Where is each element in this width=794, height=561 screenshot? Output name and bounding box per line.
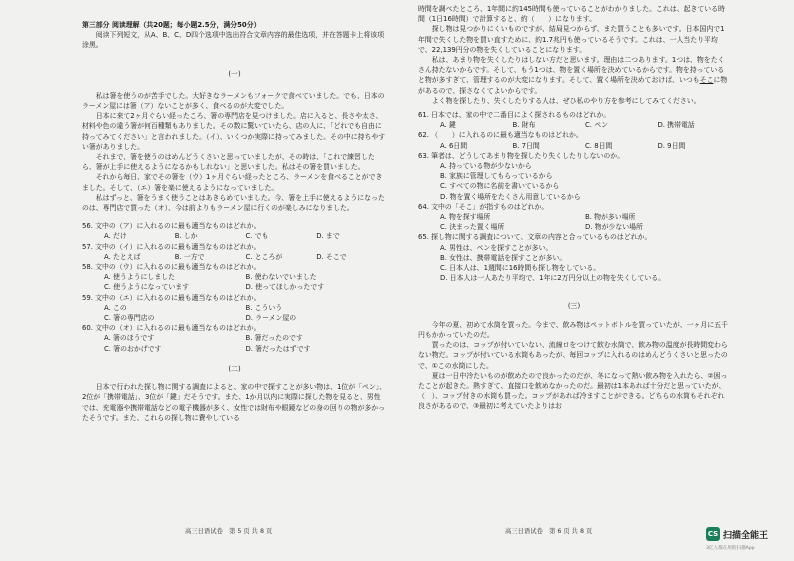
answer-option: D. 日本人は一人あたり平均で、1年に2万円分以上の物を失くしている。: [440, 274, 666, 283]
answer-option: A. 6日間: [440, 141, 468, 150]
watermark-tagline: 3亿人都在用的扫描App: [706, 546, 755, 551]
question-block: [82, 221, 387, 241]
question-text: 64. 文中の「そこ」が指すものはどれか。: [418, 202, 549, 211]
answer-option: A. 鍵: [440, 121, 456, 130]
answer-option: C. すべての物に名前を書いているから: [440, 182, 560, 191]
answer-option: D. 使ってほしかったです: [245, 283, 325, 292]
question-block: [82, 262, 387, 293]
passage-3-paragraph: 今年の夏、初めて水筒を買った。今まで、飲み物はペットボトルを買っていたが、一ヶ月に五千円もかかっていたのだ。: [418, 320, 728, 339]
answer-option: D. そこで: [316, 252, 347, 261]
answer-option: B. 物が多い場所: [585, 213, 636, 222]
answer-option: C. でも: [245, 232, 269, 241]
passage-3-paragraph: 夏は一日中冷たいものが飲めたので良かったのだが、冬になって熱い飲み物を入れたら、②困ったことが起きた。熱すぎて、直接口を飲めなかったのだ。最初は1本あれば十分だと思っていたが、（ ）、コップ付きの水筒も買った。コップがあれば冷ますことができる。どちらの水筒もそれぞれ良さがあるので、③最初に考えていたよりはお: [418, 371, 728, 411]
question-block: [418, 151, 730, 202]
answer-option: B. 財布: [512, 121, 536, 130]
passage-1-paragraph: それから毎日、家でその箸を（ウ）1ヶ月ぐらい経ったところ、ラーメンを食べることができました。そして、（エ）箸を楽に使えるようになっていました。: [82, 173, 383, 192]
camscanner-logo-icon: CS: [706, 527, 720, 541]
questions-56-60: [82, 221, 387, 354]
answer-option: A. 物を探す場所: [440, 213, 491, 222]
section-3-title: (三): [567, 302, 581, 311]
answer-option: C. ところが: [245, 252, 283, 261]
passage-2-paragraph: 探し物は見つかりにくいものですが、結局見つからず、また買うことも多いです。日本国内で1年間で失くした物を買い直すために、約1.7兆円も使っているそうです。これは、一人当たり平均で、22,139円分の物を失くしていることになります。: [418, 25, 725, 54]
question-text: 60. 文中の（オ）に入れるのに最も適当なものはどれか。: [82, 324, 261, 333]
answer-option: B. 一方で: [174, 252, 205, 261]
left-page: [82, 20, 387, 540]
answer-option: B. 7日間: [512, 141, 540, 150]
question-text: 61. 日本では、家の中で二番目によく探されるものはどれか。: [418, 111, 611, 120]
answer-option: C. 8日間: [585, 141, 613, 150]
question-text: 56. 文中の（ア）に入れるのに最も適当なものはどれか。: [82, 222, 261, 231]
question-text: 57. 文中の（イ）に入れるのに最も適当なものはどれか。: [82, 242, 261, 251]
answer-option: C. 使うようになっています: [104, 283, 189, 292]
answer-option: B. 家族に管理してもらっているから: [440, 172, 553, 181]
answer-option: D. まで: [316, 232, 340, 241]
question-block: [82, 323, 387, 354]
passage-2-paragraph: 私は、あまり物を失くしたりはしない方だと思います。理由は二つあります。1つは、物をたくさん持たないからです。そして、もう1つは、物を置く場所を決めているからです。物を持っていると物が多すぎて、管理するのが大変になります。そして、置く場所を決めておけば、いつもそこに物があるので、探さなくてよいからです。: [418, 56, 728, 95]
part-header: 第三部分 阅读理解（共20题；每小题2.5分，满分50分）: [82, 21, 261, 29]
answer-option: C. 日本人は、1週間に16時間も探し物をしている。: [440, 264, 601, 273]
answer-option: C. 決まった置く場所: [440, 223, 505, 232]
right-footer: 高三日语试卷 第 6 页 共 8 页: [505, 528, 593, 535]
answer-option: A. この: [104, 303, 127, 312]
answer-option: C. ペン: [585, 121, 608, 130]
passage-1: [82, 91, 387, 213]
scanner-watermark: [706, 527, 768, 541]
answer-option: A. 箸のほうです: [104, 334, 155, 343]
answer-option: B. 使わないでいました: [245, 273, 317, 282]
right-page: [418, 4, 730, 524]
left-footer: 高三日语试卷 第 5 页 共 8 页: [185, 528, 273, 535]
answer-option: D. ラーメン屋の: [245, 314, 297, 323]
question-block: [418, 202, 730, 233]
question-block: [82, 242, 387, 262]
answer-option: A. 持っている物が少ないから: [440, 162, 532, 171]
answer-option: B. しか: [174, 232, 198, 241]
answer-option: C. 箸のおかげです: [104, 344, 162, 353]
section-1-title: (一): [228, 69, 241, 78]
answer-option: D. 物が少ない場所: [585, 223, 643, 232]
question-block: [418, 130, 730, 150]
question-text: 63. 筆者は、どうしてあまり物を探したり失くしたりしないのか。: [418, 151, 625, 160]
question-text: 58. 文中の（ウ）に入れるのに最も適当なものはどれか。: [82, 263, 261, 272]
passage-3-paragraph: 買ったのは、コップが付いていない、流線ロをつけて飲む水筒で、飲み物の温度が長時間変わらない物だ。コップが付いている水筒もあったが、毎回コップに入れるのはめんどうくさいと思ったので、①この水筒にした。: [418, 341, 728, 370]
passage-2-continued: [418, 4, 730, 106]
answer-option: D. 9日間: [657, 141, 686, 150]
passage-2-paragraph: 時間を調べたところ、1年間に約145時間も使っていることがわかりました。これは、起きている時間（1日16時間）で計算すると、約（ ）になります。: [418, 5, 725, 24]
answer-option: C. 箸の専門店の: [104, 314, 155, 323]
answer-option: A. 男性は、ペンを探すことが多い。: [440, 243, 553, 252]
question-text: 65. 探し物に関する調査について、文章の内容と合っているものはどれか。: [418, 233, 652, 242]
passage-1-paragraph: それまで、箸を使うのはめんどうくさいと思っていましたが、その時は、「これで練習したら、箸が上手に使えるようになるかもしれない」と思いました。私はその箸を買いました。: [82, 153, 375, 172]
passage-1-paragraph: 日本に来て2ヶ月ぐらい経ったころ、箸の専門店を見つけました。店に入ると、長さや太さ、材料や色の違う箸が何百種類もありました。その数に驚いていたら、店の人に、「どれでも自由に持ってみてください」と言われました。（イ）、いくつか実際に持ってみました。その中に持ちやすい箸がありました。: [82, 112, 386, 151]
answer-option: D. 箸だったはずです: [245, 344, 311, 353]
passage-2-paragraph: よく物を探したり、失くしたりする人は、ぜひ私のやり方を参考にしてみてください。: [431, 96, 701, 105]
answer-option: D. 物を置く場所をたくさん用意しているから: [440, 192, 581, 201]
question-block: [418, 110, 730, 130]
question-text: 59. 文中の（エ）に入れるのに最も適当なものはどれか。: [82, 293, 261, 302]
passage-1-paragraph: 私は箸を使うのが苦手でした。大好きなラーメンもフォークで食べていました。でも、日本のラーメン屋には箸（ア）ないことが多く、食べるのが大変でした。: [82, 91, 385, 111]
answer-option: A. だけ: [104, 232, 127, 241]
answer-option: A. たとえば: [104, 252, 141, 261]
answer-option: D. 携帯電話: [657, 121, 695, 130]
section-2-title: (二): [228, 364, 241, 373]
question-text: 62. （ ）に入れるのに最も適当なものはどれか。: [418, 131, 583, 140]
answer-option: B. こういう: [245, 303, 283, 312]
question-block: [82, 293, 387, 324]
instruction: 阅读下列短文，从A、B、C、D四个选项中选出符合文章内容的最佳选项，并在答题卡上将该项涂黑。: [82, 31, 385, 50]
passage-2: 日本で行われた探し物に関する調査によると、家の中で探すことが多い物は、1位が「ペン」、2位が「携帯電話」、3位が「鍵」だそうです。また、1か月以内に実際に探した物を見ると、男性では、充電器や携帯電話などの電子機器が多く、女性では財布や眼鏡などの身の回りの物が多かったそうです。また、これらの探し物に費やしている: [82, 383, 387, 422]
question-block: [418, 232, 730, 283]
questions-61-65: [418, 110, 730, 283]
answer-option: B. 女性は、携帯電話を探すことが多い。: [440, 253, 567, 262]
answer-option: B. 箸だったのです: [245, 334, 303, 343]
answer-option: A. 使うようにしました: [104, 273, 175, 282]
passage-3: [418, 320, 730, 412]
watermark-name: 扫描全能王: [723, 530, 769, 541]
passage-1-paragraph: 私はずっと、箸をうまく使うことはあきらめていました。今、箸を上手に使えるようになったのは、専門店で買った（オ）、今は前よりもラーメン屋に行くのが楽しみになりました。: [82, 193, 385, 213]
